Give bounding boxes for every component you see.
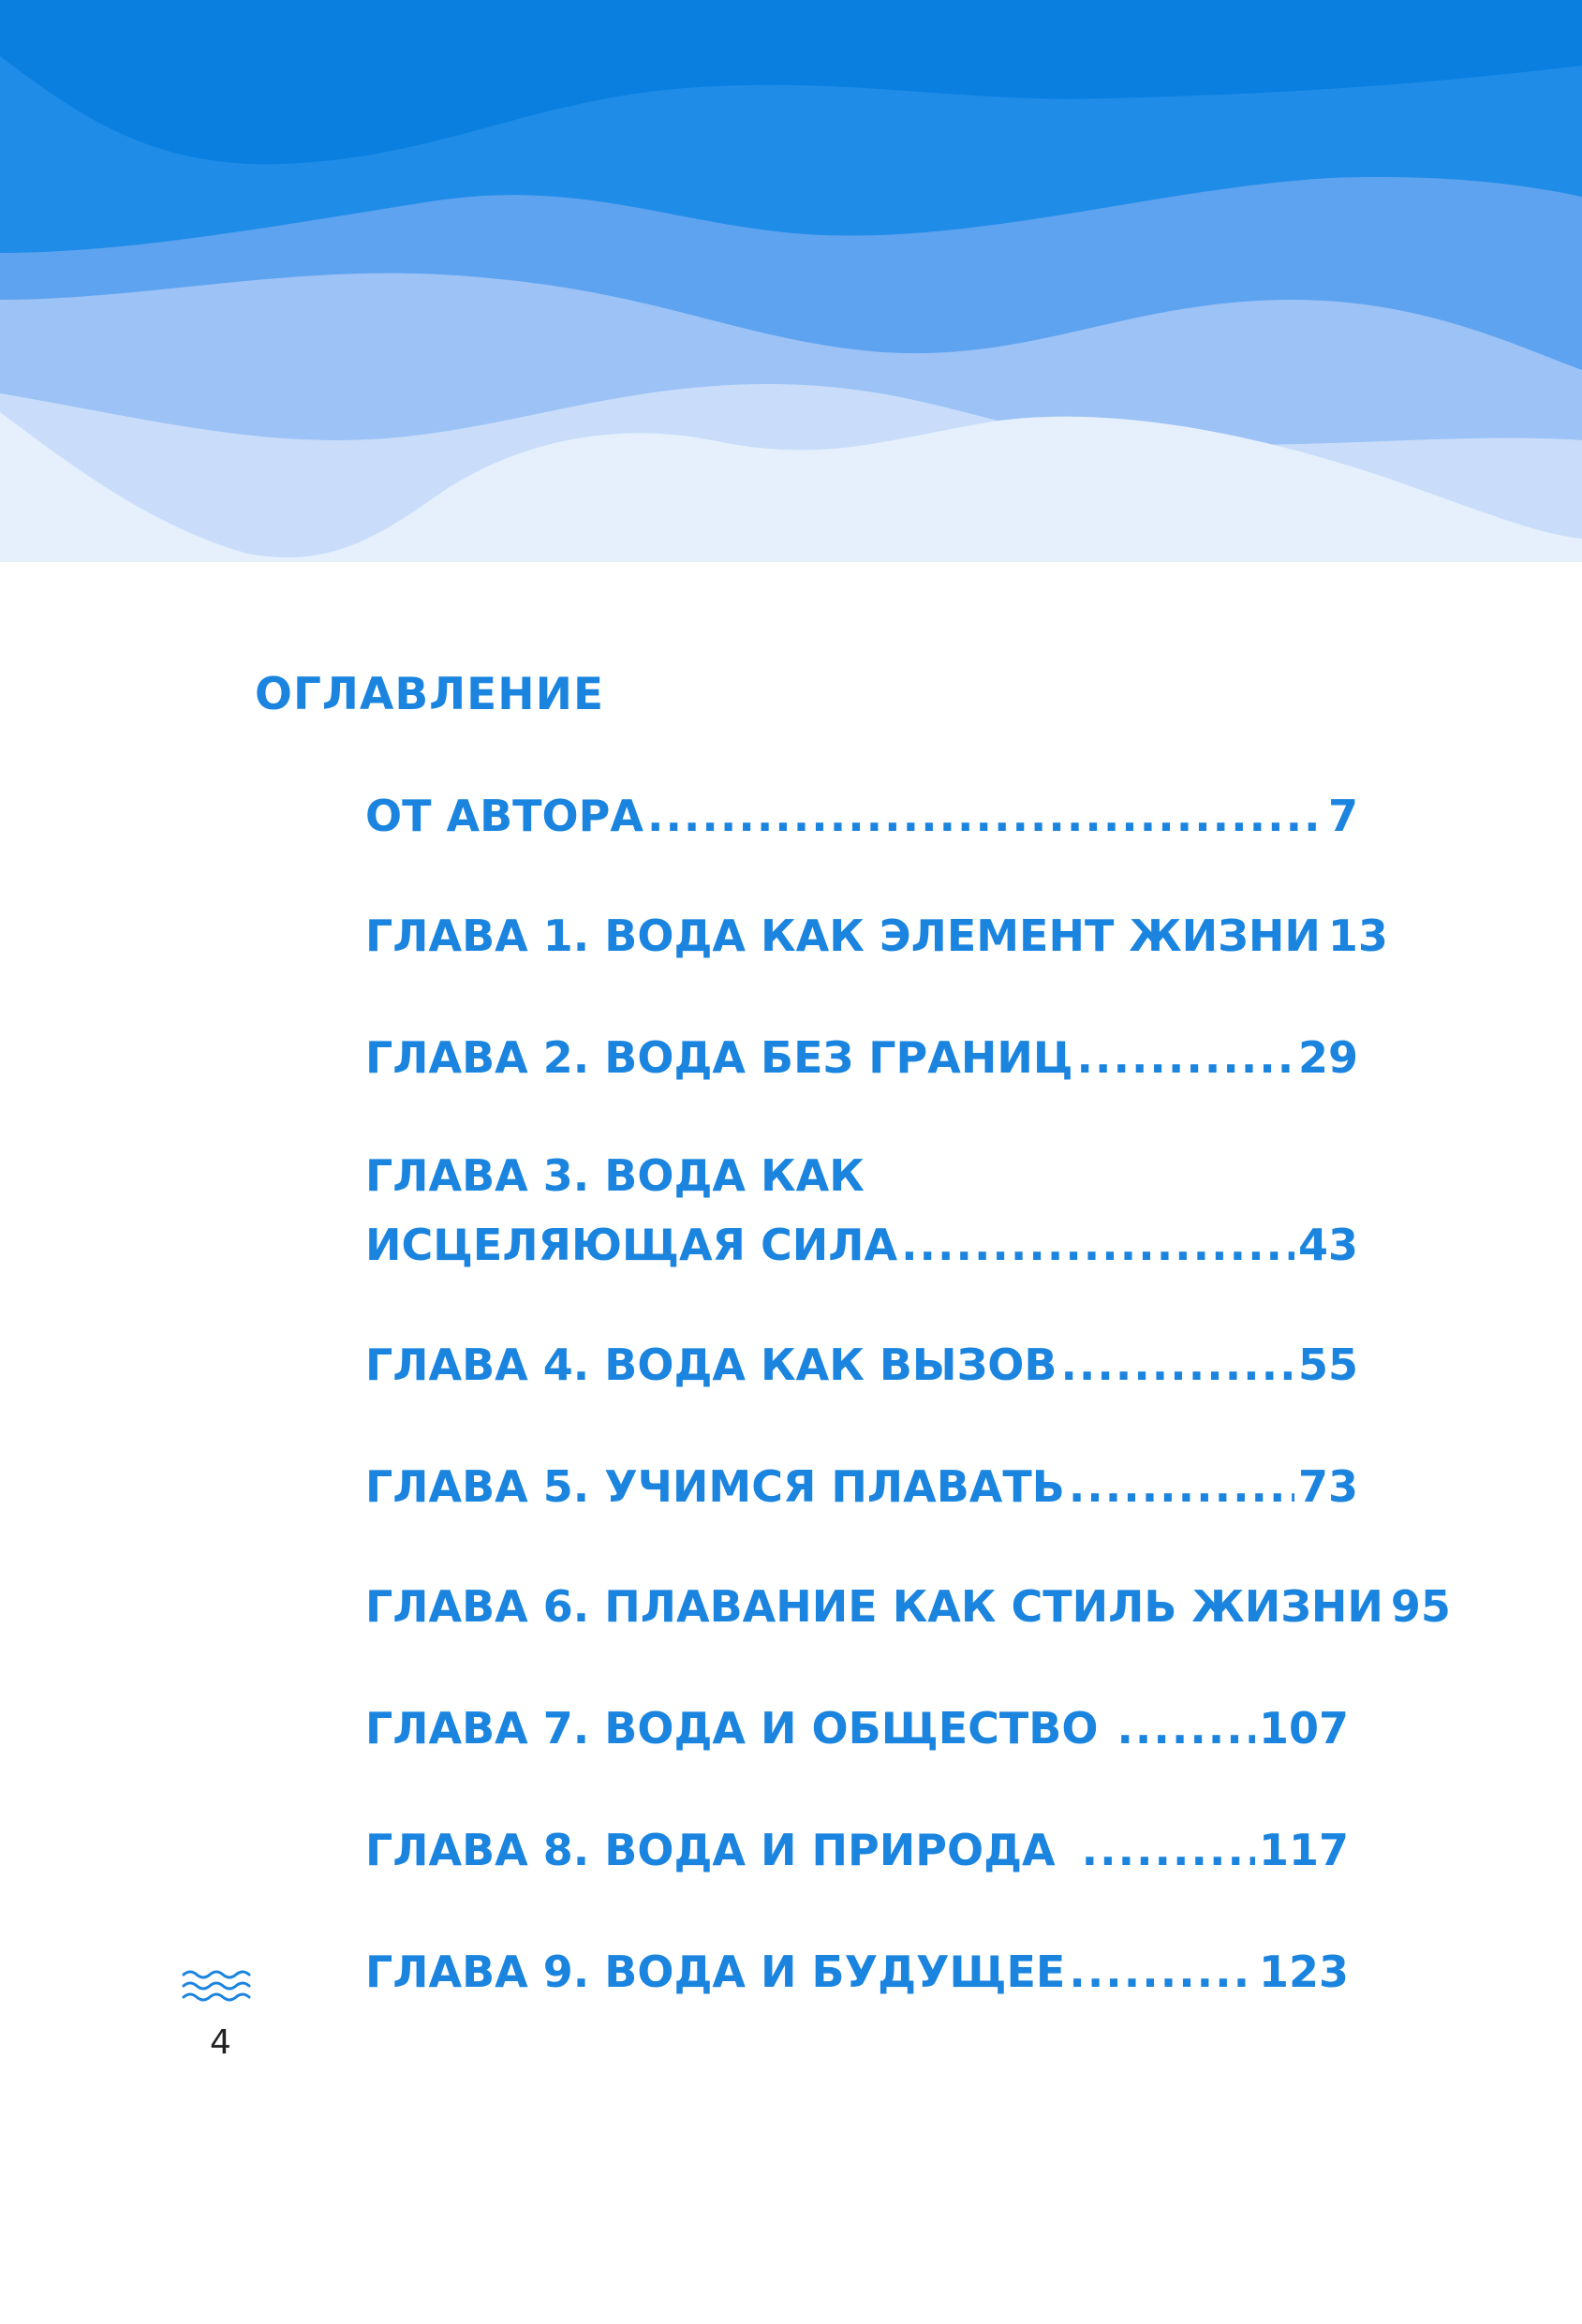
toc-dot-leader [1116, 1694, 1255, 1763]
toc-title: ОГЛАВЛЕНИЕ [255, 669, 605, 720]
toc-item[interactable] [365, 1452, 1358, 1521]
toc-item-title: ГЛАВА 2. ВОДА БЕЗ ГРАНИЦ [365, 1032, 1073, 1083]
toc-item-title: ГЛАВА 8. ВОДА И ПРИРОДА [365, 1825, 1056, 1875]
toc-item[interactable] [365, 1937, 1358, 2006]
toc-dot-leader [647, 781, 1324, 851]
toc-item[interactable] [365, 1815, 1358, 1885]
toc-dot-leader [1069, 1937, 1255, 2006]
toc-item-title: ГЛАВА 4. ВОДА КАК ВЫЗОВ [365, 1340, 1057, 1390]
toc-item-title: ГЛАВА 7. ВОДА И ОБЩЕСТВО [365, 1703, 1099, 1754]
toc-item-title: ГЛАВА 1. ВОДА КАК ЭЛЕМЕНТ ЖИЗНИ [365, 910, 1321, 961]
toc-item-page: 117 [1258, 1825, 1349, 1875]
toc-item-page: 13 [1327, 910, 1388, 961]
toc-dot-leader [1069, 1452, 1294, 1521]
toc-item-page: 95 [1390, 1581, 1451, 1632]
toc-item[interactable] [365, 1141, 1358, 1280]
toc-dot-leader [1060, 1330, 1294, 1399]
toc-item[interactable] [365, 1694, 1358, 1763]
toc-item[interactable] [365, 781, 1358, 851]
toc-item[interactable] [365, 1572, 1451, 1641]
toc-item-page: 55 [1297, 1340, 1358, 1390]
toc-item-page: 73 [1297, 1461, 1358, 1512]
toc-item-title-line: ИСЦЕЛЯЮЩАЯ СИЛА [365, 1220, 898, 1270]
waves-decoration [0, 0, 1582, 571]
wave-white-base [0, 562, 1582, 571]
toc-dot-leader [1082, 1815, 1255, 1885]
toc-item-page: 107 [1258, 1703, 1349, 1754]
toc-item-title-line: ГЛАВА 3. ВОДА КАК [365, 1150, 865, 1201]
toc-item-title: ГЛАВА 5. УЧИМСЯ ПЛАВАТЬ [365, 1461, 1065, 1512]
toc-item[interactable] [365, 1330, 1358, 1399]
toc-item-title: ГЛАВА 9. ВОДА И БУДУЩЕЕ [365, 1947, 1066, 1997]
page-number: 4 [210, 2023, 231, 2062]
toc-dot-leader [1077, 1023, 1294, 1092]
toc-item-title: ГЛАВА 6. ПЛАВАНИЕ КАК СТИЛЬ ЖИЗНИ [365, 1581, 1383, 1632]
toc-item-page: 29 [1297, 1032, 1358, 1083]
toc-item-page: 123 [1258, 1947, 1349, 1997]
toc-item-page: 7 [1327, 791, 1358, 841]
toc-item-title: ОТ АВТОРА [365, 791, 643, 841]
toc-item[interactable] [365, 1023, 1358, 1092]
toc-item-page: 43 [1297, 1220, 1358, 1270]
waves-icon [182, 1967, 257, 2005]
toc-item[interactable] [365, 901, 1388, 970]
toc-dot-leader [901, 1210, 1294, 1280]
